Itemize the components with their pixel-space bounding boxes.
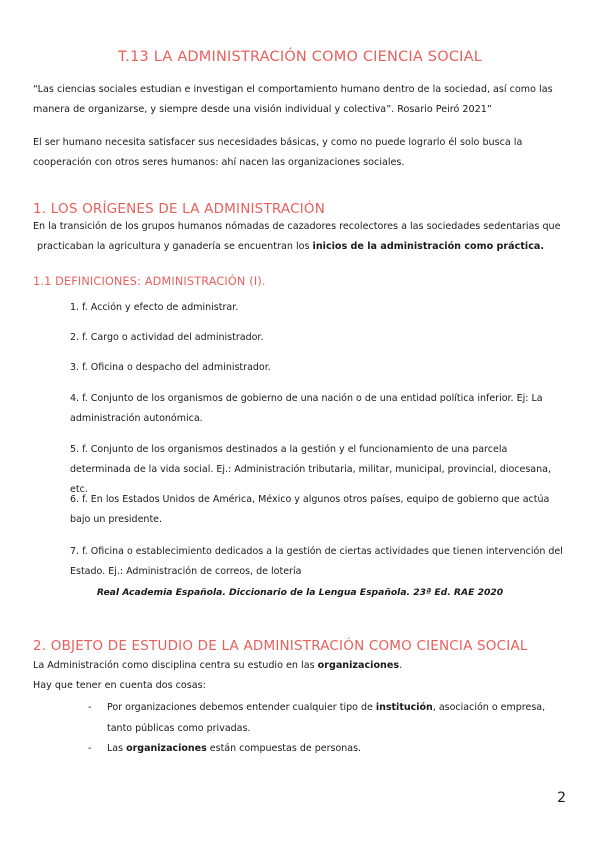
quote-line: “Las ciencias sociales estudian e investigan el comportamiento humano dentro de la sociedad, así como las — [33, 84, 553, 95]
definition-item: 1. f. Acción y efecto de administrar. — [70, 302, 239, 313]
intro-line: cooperación con otros seres humanos: ahí nacen las organizaciones sociales. — [33, 157, 405, 168]
bold-text: institución — [375, 702, 433, 713]
bullet-item: Las organizaciones están compuestas de personas. — [107, 743, 362, 754]
intro-paragraph — [33, 133, 573, 173]
section-2-heading: 2. OBJETO DE ESTUDIO DE LA ADMINISTRACIÓN COMO CIENCIA SOCIAL — [33, 638, 528, 654]
section-2-line: Hay que tener en cuenta dos cosas: — [33, 680, 206, 691]
definition-item: 2. f. Cargo o actividad del administrador. — [70, 332, 264, 343]
quote-paragraph — [33, 80, 573, 120]
section-2-paragraph — [33, 656, 573, 696]
bold-text: organizaciones — [317, 660, 400, 671]
section-1-paragraph — [33, 217, 573, 257]
definition-item: 6. f. En los Estados Unidos de América, México y algunos otros países, equipo de gobierno que actúa bajo un presidente. — [70, 494, 550, 525]
bold-text: organizaciones — [126, 743, 207, 754]
section-1-1-heading: 1.1 DEFINICIONES: ADMINISTRACIÓN (I). — [33, 275, 266, 288]
definition-item: 3. f. Oficina o despacho del administrador. — [70, 362, 271, 373]
quote-line: manera de organizarse, y siempre desde una visión individual y colectiva”. Rosario Peiró 2021” — [33, 104, 492, 115]
definition-item: 7. f. Oficina o establecimiento dedicados a la gestión de ciertas actividades que tienen intervención del Estado. Ej.: Administración de correos, de lotería — [70, 546, 563, 577]
intro-line: El ser humano necesita satisfacer sus necesidades básicas, y como no puede lograrlo él solo busca la — [33, 137, 523, 148]
reference-citation: Real Academia Española. Diccionario de la Lengua Española. 23ª Ed. RAE 2020 — [96, 587, 504, 598]
bullet-item: Por organizaciones debemos entender cualquier tipo de institución, asociación o empresa, tanto públicas como privadas. — [107, 702, 546, 734]
bullet-marker: - — [88, 702, 92, 713]
section-1-line: practicaban la agricultura y ganadería se encuentran los inicios de la administración como práctica. — [37, 241, 544, 252]
bold-text: inicios de la administración como práctica. — [312, 241, 544, 252]
definition-item: 4. f. Conjunto de los organismos de gobierno de una nación o de una entidad política inferior. Ej: La administración autonómica. — [70, 393, 543, 424]
section-1-heading: 1. LOS ORÍGENES DE LA ADMINISTRACIÓN — [33, 201, 326, 217]
bullet-marker: - — [88, 743, 92, 754]
page-number: 2 — [557, 790, 566, 806]
definition-item: 5. f. Conjunto de los organismos destinados a la gestión y el funcionamiento de una parcela determinada de la vida social. Ej.: Administración tributaria, militar, municipal, provincial, diocesana, etc. — [70, 444, 551, 495]
section-2-line: La Administración como disciplina centra su estudio en las organizaciones. — [33, 660, 403, 671]
page-title: T.13 LA ADMINISTRACIÓN COMO CIENCIA SOCIAL — [117, 49, 483, 65]
section-1-line: En la transición de los grupos humanos nómadas de cazadores recolectores a las sociedades sedentarias que — [33, 221, 561, 232]
